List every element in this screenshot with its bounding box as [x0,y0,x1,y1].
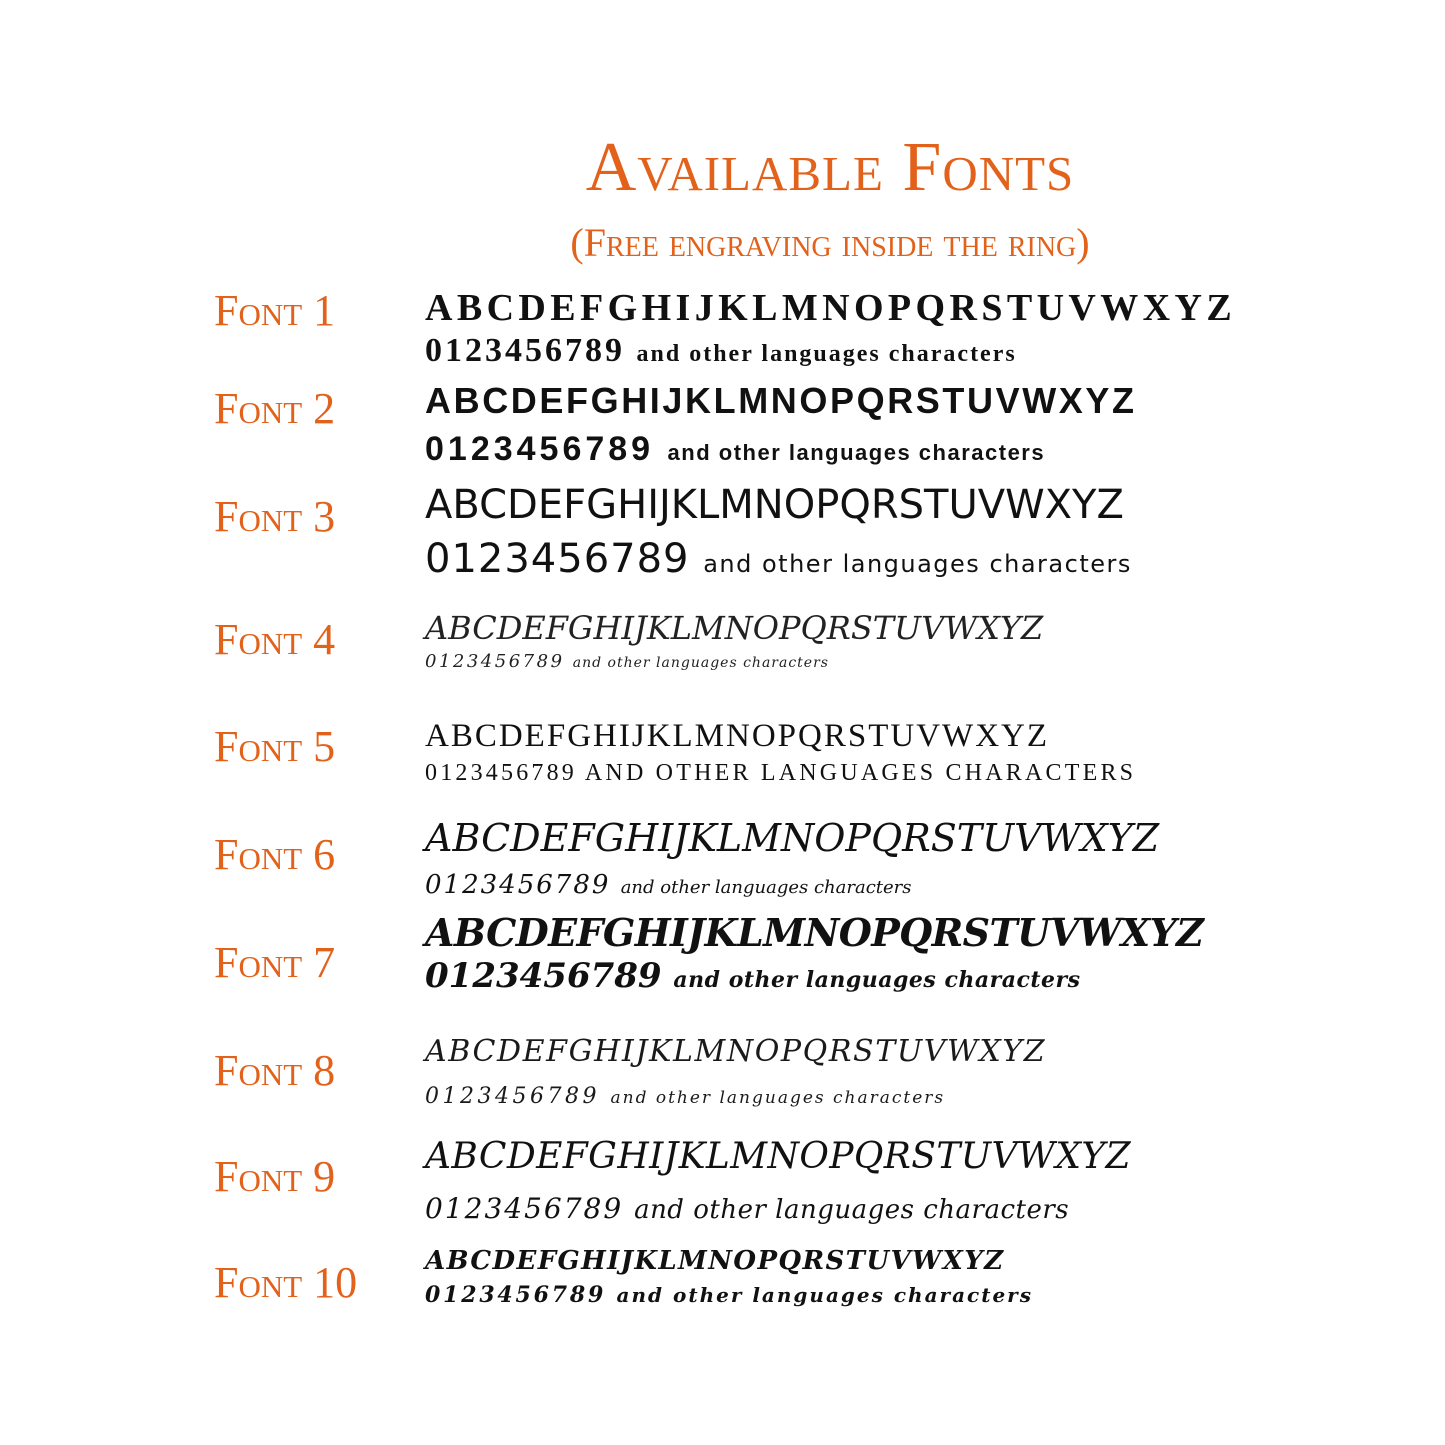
characters-note: and other languages characters [610,1088,946,1108]
font-sample-3 [0,482,1445,588]
digits-sample [425,536,1132,582]
alphabet-sample: ABCDEFGHIJKLMNOPQRSTUVWXYZ [425,1136,1131,1177]
digits-sample [425,1282,1033,1308]
characters-note: AND OTHER LANGUAGES CHARACTERS [584,760,1137,786]
alphabet-sample: ABCDEFGHIJKLMNOPQRSTUVWXYZ [425,816,1160,860]
page-subtitle: (Free engraving inside the ring) [570,220,1090,265]
font-label: Font 9 [214,1152,336,1201]
digits-sample [425,870,912,900]
font-sample-6 [0,812,1445,918]
digits-sample [425,1192,1069,1225]
characters-note: and other languages characters [673,967,1081,993]
font-label: Font 1 [214,286,336,335]
font-sample-10 [0,1236,1445,1342]
characters-note: and other languages characters [634,1195,1070,1225]
alphabet-sample: ABCDEFGHIJKLMNOPQRSTUVWXYZ [425,609,1044,647]
characters-note: and other languages characters [667,440,1046,465]
digits-sample [425,430,1045,469]
font-sample-4 [0,603,1445,709]
digits-sample [425,760,1136,787]
page-title: Available Fonts [585,129,1075,206]
digits: 0123456789 [425,1084,600,1109]
font-sample-1 [0,286,1445,392]
characters-note: and other languages characters [636,341,1017,367]
font-label: Font 4 [214,615,336,664]
font-sample-7 [0,910,1445,1022]
alphabet-sample: ABCDEFGHIJKLMNOPQRSTUVWXYZ [425,287,1237,329]
font-label: Font 10 [214,1258,358,1307]
font-label: Font 7 [214,938,336,987]
digits: 0123456789 [425,1282,607,1308]
alphabet-sample: ABCDEFGHIJKLMNOPQRSTUVWXYZ [425,1034,1047,1069]
alphabet-sample: ABCDEFGHIJKLMNOPQRSTUVWXYZ [425,718,1050,754]
digits: 0123456789 [425,1192,624,1225]
font-sample-9 [0,1130,1445,1236]
alphabet-sample: ABCDEFGHIJKLMNOPQRSTUVWXYZ [425,1246,1005,1276]
font-label: Font 3 [214,492,336,541]
font-sample-8 [0,1026,1445,1132]
digits-sample [425,1084,945,1109]
alphabet-sample: ABCDEFGHIJKLMNOPQRSTUVWXYZ [425,910,1204,955]
font-label: Font 5 [214,722,336,771]
characters-note: and other languages characters [620,877,912,898]
alphabet-sample: ABCDEFGHIJKLMNOPQRSTUVWXYZ [425,380,1137,421]
digits: 0123456789 [425,651,565,672]
digits: 0123456789 [425,430,655,468]
font-label: Font 2 [214,384,336,433]
font-label: Font 8 [214,1046,336,1095]
digits: 0123456789 [425,956,662,996]
font-sample-5 [0,708,1445,814]
digits: 0123456789 [425,332,625,369]
digits: 0123456789 [425,870,611,900]
digits-sample [425,651,829,672]
digits: 0123456789 [425,760,577,786]
alphabet-sample: ABCDEFGHIJKLMNOPQRSTUVWXYZ [425,482,1124,528]
digits-sample [425,332,1017,370]
digits: 0123456789 [425,536,690,582]
font-sample-2 [0,380,1445,486]
characters-note: and other languages characters [616,1283,1033,1307]
characters-note: and other languages characters [572,655,829,671]
characters-note: and other languages characters [703,550,1132,578]
font-label: Font 6 [214,830,336,879]
digits-sample [425,956,1080,996]
